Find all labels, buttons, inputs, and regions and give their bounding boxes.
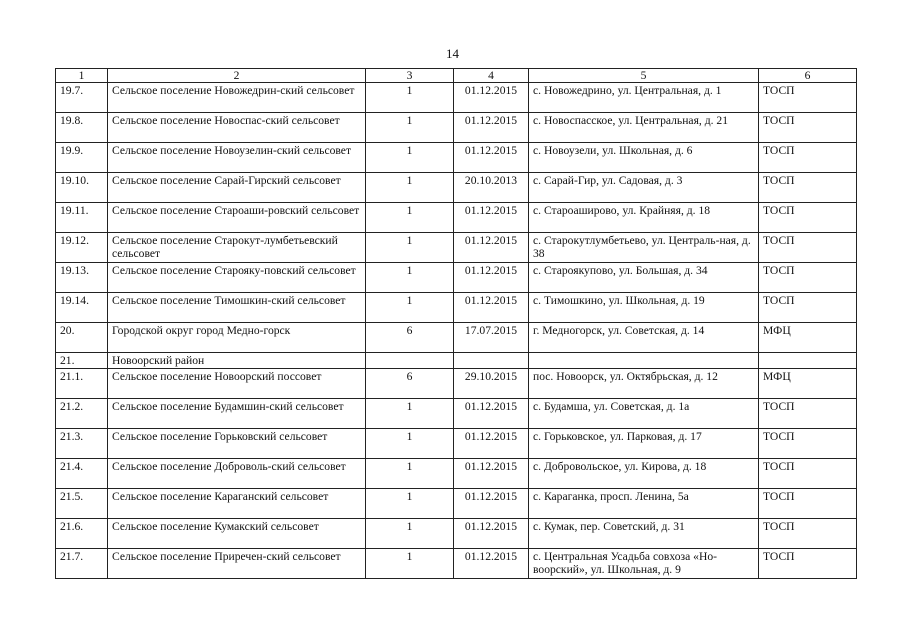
cell-address: с. Староаширово, ул. Крайняя, д. 18 — [529, 203, 759, 233]
cell-address: с. Горьковское, ул. Парковая, д. 17 — [529, 429, 759, 459]
cell-type: МФЦ — [759, 323, 857, 353]
cell-settlement-name: Сельское поселение Будамшин-ский сельсовет — [108, 399, 366, 429]
cell-window-count: 1 — [366, 459, 454, 489]
cell-window-count: 1 — [366, 519, 454, 549]
cell-number: 21.4. — [56, 459, 108, 489]
table-row — [56, 429, 857, 459]
cell-number: 21.6. — [56, 519, 108, 549]
cell-settlement-name: Сельское поселение Караганский сельсовет — [108, 489, 366, 519]
cell-number: 21.7. — [56, 549, 108, 579]
cell-settlement-name: Сельское поселение Старояку-повский сельсовет — [108, 263, 366, 293]
cell-settlement-name: Сельское поселение Новоспас-ский сельсовет — [108, 113, 366, 143]
cell-address: с. Сарай-Гир, ул. Садовая, д. 3 — [529, 173, 759, 203]
cell-window-count: 6 — [366, 323, 454, 353]
table-row — [56, 263, 857, 293]
cell-address: с. Тимошкино, ул. Школьная, д. 19 — [529, 293, 759, 323]
cell-number: 19.9. — [56, 143, 108, 173]
cell-number: 19.11. — [56, 203, 108, 233]
page-number: 14 — [446, 46, 459, 61]
cell-address: с. Добровольское, ул. Кирова, д. 18 — [529, 459, 759, 489]
cell-date: 01.12.2015 — [454, 293, 529, 323]
cell-number: 21. — [56, 353, 108, 369]
cell-address: с. Новоспасское, ул. Центральная, д. 21 — [529, 113, 759, 143]
cell-address: с. Центральная Усадьба совхоза «Но-воорский», ул. Школьная, д. 9 — [529, 549, 759, 579]
cell-settlement-name: Сельское поселение Тимошкин-ский сельсовет — [108, 293, 366, 323]
cell-address: г. Медногорск, ул. Советская, д. 14 — [529, 323, 759, 353]
table-row — [56, 353, 857, 369]
cell-date: 17.07.2015 — [454, 323, 529, 353]
cell-settlement-name: Сельское поселение Сарай-Гирский сельсовет — [108, 173, 366, 203]
table-row — [56, 323, 857, 353]
cell-window-count: 1 — [366, 173, 454, 203]
cell-address: с. Новожедрино, ул. Центральная, д. 1 — [529, 83, 759, 113]
table-row — [56, 233, 857, 263]
cell-type: ТОСП — [759, 549, 857, 579]
cell-type: ТОСП — [759, 489, 857, 519]
table-row — [56, 519, 857, 549]
cell-type: ТОСП — [759, 293, 857, 323]
cell-window-count: 1 — [366, 83, 454, 113]
cell-settlement-name: Сельское поселение Новоузелин-ский сельсовет — [108, 143, 366, 173]
cell-type: ТОСП — [759, 113, 857, 143]
cell-date: 01.12.2015 — [454, 549, 529, 579]
column-header-2: 2 — [108, 69, 366, 83]
table-row — [56, 143, 857, 173]
cell-number: 19.10. — [56, 173, 108, 203]
table-row — [56, 489, 857, 519]
column-header-6: 6 — [759, 69, 857, 83]
cell-date: 01.12.2015 — [454, 143, 529, 173]
table-row — [56, 173, 857, 203]
cell-type: МФЦ — [759, 369, 857, 399]
cell-address — [529, 353, 759, 369]
cell-date: 01.12.2015 — [454, 519, 529, 549]
cell-settlement-name: Сельское поселение Староаши-ровский сельсовет — [108, 203, 366, 233]
cell-settlement-name: Сельское поселение Новоорский поссовет — [108, 369, 366, 399]
cell-window-count: 1 — [366, 399, 454, 429]
cell-type: ТОСП — [759, 203, 857, 233]
cell-date: 01.12.2015 — [454, 113, 529, 143]
cell-window-count: 1 — [366, 263, 454, 293]
cell-settlement-name: Сельское поселение Приречен-ский сельсовет — [108, 549, 366, 579]
cell-number: 21.5. — [56, 489, 108, 519]
table-row — [56, 549, 857, 579]
cell-address: с. Кумак, пер. Советский, д. 31 — [529, 519, 759, 549]
cell-type: ТОСП — [759, 429, 857, 459]
cell-date — [454, 353, 529, 369]
cell-settlement-name: Новоорский район — [108, 353, 366, 369]
cell-window-count: 1 — [366, 203, 454, 233]
cell-type — [759, 353, 857, 369]
cell-number: 19.13. — [56, 263, 108, 293]
cell-number: 21.1. — [56, 369, 108, 399]
cell-number: 21.2. — [56, 399, 108, 429]
cell-window-count: 1 — [366, 293, 454, 323]
cell-address: с. Караганка, просп. Ленина, 5а — [529, 489, 759, 519]
cell-number: 21.3. — [56, 429, 108, 459]
cell-date: 01.12.2015 — [454, 83, 529, 113]
cell-window-count: 1 — [366, 143, 454, 173]
cell-date: 29.10.2015 — [454, 369, 529, 399]
cell-type: ТОСП — [759, 173, 857, 203]
column-header-1: 1 — [56, 69, 108, 83]
cell-date: 01.12.2015 — [454, 429, 529, 459]
cell-window-count: 1 — [366, 113, 454, 143]
cell-date: 01.12.2015 — [454, 263, 529, 293]
column-header-3: 3 — [366, 69, 454, 83]
cell-type: ТОСП — [759, 233, 857, 263]
cell-date: 20.10.2013 — [454, 173, 529, 203]
cell-number: 19.12. — [56, 233, 108, 263]
cell-address: пос. Новоорск, ул. Октябрьская, д. 12 — [529, 369, 759, 399]
cell-settlement-name: Городской округ город Медно-горск — [108, 323, 366, 353]
table-row — [56, 203, 857, 233]
cell-settlement-name: Сельское поселение Новожедрин-ский сельсовет — [108, 83, 366, 113]
registry-table — [55, 68, 857, 579]
table-row — [56, 369, 857, 399]
cell-address: с. Староякупово, ул. Большая, д. 34 — [529, 263, 759, 293]
cell-settlement-name: Сельское поселение Доброволь-ский сельсовет — [108, 459, 366, 489]
cell-date: 01.12.2015 — [454, 459, 529, 489]
column-header-5: 5 — [529, 69, 759, 83]
table-row — [56, 113, 857, 143]
cell-window-count: 1 — [366, 233, 454, 263]
table-row — [56, 399, 857, 429]
cell-window-count: 1 — [366, 549, 454, 579]
cell-type: ТОСП — [759, 83, 857, 113]
cell-type: ТОСП — [759, 519, 857, 549]
cell-date: 01.12.2015 — [454, 399, 529, 429]
cell-settlement-name: Сельское поселение Старокут-лумбетьевский сельсовет — [108, 233, 366, 263]
table-row — [56, 83, 857, 113]
cell-window-count: 6 — [366, 369, 454, 399]
cell-window-count: 1 — [366, 489, 454, 519]
cell-type: ТОСП — [759, 459, 857, 489]
table-header — [56, 69, 857, 83]
cell-date: 01.12.2015 — [454, 489, 529, 519]
table-row — [56, 293, 857, 323]
cell-date: 01.12.2015 — [454, 233, 529, 263]
cell-number: 19.7. — [56, 83, 108, 113]
table-body — [56, 83, 857, 579]
cell-type: ТОСП — [759, 143, 857, 173]
cell-address: с. Новоузели, ул. Школьная, д. 6 — [529, 143, 759, 173]
cell-address: с. Будамша, ул. Советская, д. 1а — [529, 399, 759, 429]
cell-settlement-name: Сельское поселение Кумакский сельсовет — [108, 519, 366, 549]
cell-number: 19.14. — [56, 293, 108, 323]
table-row — [56, 459, 857, 489]
cell-settlement-name: Сельское поселение Горьковский сельсовет — [108, 429, 366, 459]
cell-window-count: 1 — [366, 429, 454, 459]
column-header-4: 4 — [454, 69, 529, 83]
cell-window-count — [366, 353, 454, 369]
cell-address: с. Старокутлумбетьево, ул. Централь-ная, д. 38 — [529, 233, 759, 263]
cell-type: ТОСП — [759, 263, 857, 293]
cell-date: 01.12.2015 — [454, 203, 529, 233]
cell-number: 20. — [56, 323, 108, 353]
cell-number: 19.8. — [56, 113, 108, 143]
cell-type: ТОСП — [759, 399, 857, 429]
